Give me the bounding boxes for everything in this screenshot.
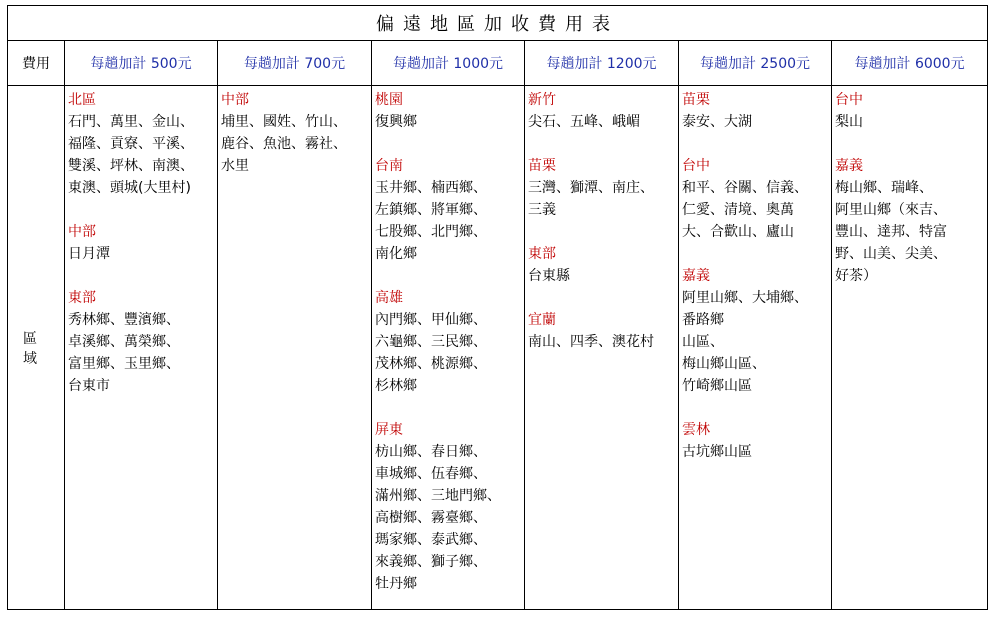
column-6000 — [832, 86, 988, 610]
place-line: 六龜鄉、三民鄉、 — [375, 334, 487, 350]
place-line: 滿州鄉、三地門鄉、 — [375, 488, 501, 504]
place-line: 左鎮鄉、將軍鄉、 — [375, 202, 487, 218]
region-group — [375, 89, 522, 133]
region-name: 台中 — [835, 92, 863, 108]
column-1200 — [525, 86, 679, 610]
place-line: 瑪家鄉、泰武鄉、 — [375, 532, 487, 548]
place-line: 台東市 — [68, 378, 110, 394]
region-name: 中部 — [68, 224, 96, 240]
region-group — [682, 155, 829, 243]
place-line: 古坑鄉山區 — [682, 444, 752, 460]
region-group — [375, 155, 522, 265]
fee-header-500: 每趟加計 500元 — [65, 41, 218, 86]
place-line: 東澳、頭城(大里村) — [68, 180, 191, 196]
place-line: 枋山鄉、春日鄉、 — [375, 444, 487, 460]
place-line: 三灣、獅潭、南庄、 — [528, 180, 654, 196]
place-line: 日月潭 — [68, 246, 110, 262]
place-line: 水里 — [221, 158, 249, 174]
place-line: 山區、 — [682, 334, 724, 350]
place-line: 來義鄉、獅子鄉、 — [375, 554, 487, 570]
place-line: 秀林鄉、豐濱鄉、 — [68, 312, 180, 328]
region-name: 高雄 — [375, 290, 403, 306]
region-group — [528, 309, 676, 353]
region-name: 桃園 — [375, 92, 403, 108]
region-group — [528, 155, 676, 221]
region-name: 北區 — [68, 92, 96, 108]
place-line: 牡丹鄉 — [375, 576, 417, 592]
region-name: 嘉義 — [835, 158, 863, 174]
place-line: 阿里山鄉（來吉、 — [835, 202, 947, 218]
place-line: 梅山鄉、瑞峰、 — [835, 180, 933, 196]
region-group — [68, 221, 215, 265]
region-group — [682, 419, 829, 463]
place-line: 泰安、大湖 — [682, 114, 752, 130]
region-name: 屏東 — [375, 422, 403, 438]
place-line: 梅山鄉山區、 — [682, 356, 766, 372]
place-line: 三義 — [528, 202, 556, 218]
place-line: 番路鄉 — [682, 312, 724, 328]
region-name: 宜蘭 — [528, 312, 556, 328]
region-name: 台中 — [682, 158, 710, 174]
region-name: 苗栗 — [682, 92, 710, 108]
region-group — [221, 89, 369, 177]
place-line: 仁愛、清境、奧萬 — [682, 202, 794, 218]
region-row-label: 區域 — [8, 86, 65, 610]
column-500 — [65, 86, 218, 610]
fee-header-700: 每趟加計 700元 — [218, 41, 372, 86]
region-group — [835, 89, 985, 133]
place-line: 富里鄉、玉里鄉、 — [68, 356, 180, 372]
place-line: 埔里、國姓、竹山、 — [221, 114, 347, 130]
place-line: 好茶） — [835, 268, 877, 284]
region-group — [68, 89, 215, 199]
region-name: 雲林 — [682, 422, 710, 438]
region-group — [528, 89, 676, 133]
region-name: 苗栗 — [528, 158, 556, 174]
place-line: 杉林鄉 — [375, 378, 417, 394]
column-1000 — [372, 86, 525, 610]
place-line: 豐山、達邦、特富 — [835, 224, 947, 240]
place-line: 高樹鄉、霧臺鄉、 — [375, 510, 487, 526]
fee-header-2500: 每趟加計 2500元 — [679, 41, 832, 86]
remote-area-fee-table — [7, 5, 988, 610]
region-group — [68, 287, 215, 397]
place-line: 七股鄉、北門鄉、 — [375, 224, 487, 240]
place-line: 茂林鄉、桃源鄉、 — [375, 356, 487, 372]
place-line: 尖石、五峰、峨嵋 — [528, 114, 640, 130]
column-2500 — [679, 86, 832, 610]
place-line: 阿里山鄉、大埔鄉、 — [682, 290, 808, 306]
region-name: 東部 — [528, 246, 556, 262]
region-group — [375, 419, 522, 595]
place-line: 野、山美、尖美、 — [835, 246, 947, 262]
region-name: 新竹 — [528, 92, 556, 108]
place-line: 雙溪、坪林、南澳、 — [68, 158, 194, 174]
region-name: 中部 — [221, 92, 249, 108]
place-line: 南山、四季、澳花村 — [528, 334, 654, 350]
region-group — [835, 155, 985, 287]
region-group — [375, 287, 522, 397]
region-name: 台南 — [375, 158, 403, 174]
place-line: 復興鄉 — [375, 114, 417, 130]
place-line: 內門鄉、甲仙鄉、 — [375, 312, 487, 328]
place-line: 石門、萬里、金山、 — [68, 114, 194, 130]
region-name: 嘉義 — [682, 268, 710, 284]
column-700 — [218, 86, 372, 610]
place-line: 南化鄉 — [375, 246, 417, 262]
region-group — [528, 243, 676, 287]
place-line: 大、合歡山、廬山 — [682, 224, 794, 240]
place-line: 卓溪鄉、萬榮鄉、 — [68, 334, 180, 350]
fee-header-1200: 每趟加計 1200元 — [525, 41, 679, 86]
fee-header-1000: 每趟加計 1000元 — [372, 41, 525, 86]
place-line: 福隆、貢寮、平溪、 — [68, 136, 194, 152]
fee-header-6000: 每趟加計 6000元 — [832, 41, 988, 86]
place-line: 竹崎鄉山區 — [682, 378, 752, 394]
fee-header-label: 費用 — [8, 41, 65, 86]
table-title: 偏遠地區加收費用表 — [8, 6, 988, 41]
place-line: 台東縣 — [528, 268, 570, 284]
region-group — [682, 89, 829, 133]
place-line: 鹿谷、魚池、霧社、 — [221, 136, 347, 152]
place-line: 梨山 — [835, 114, 863, 130]
region-name: 東部 — [68, 290, 96, 306]
place-line: 車城鄉、伍春鄉、 — [375, 466, 487, 482]
region-group — [682, 265, 829, 397]
place-line: 玉井鄉、楠西鄉、 — [375, 180, 487, 196]
place-line: 和平、谷關、信義、 — [682, 180, 808, 196]
